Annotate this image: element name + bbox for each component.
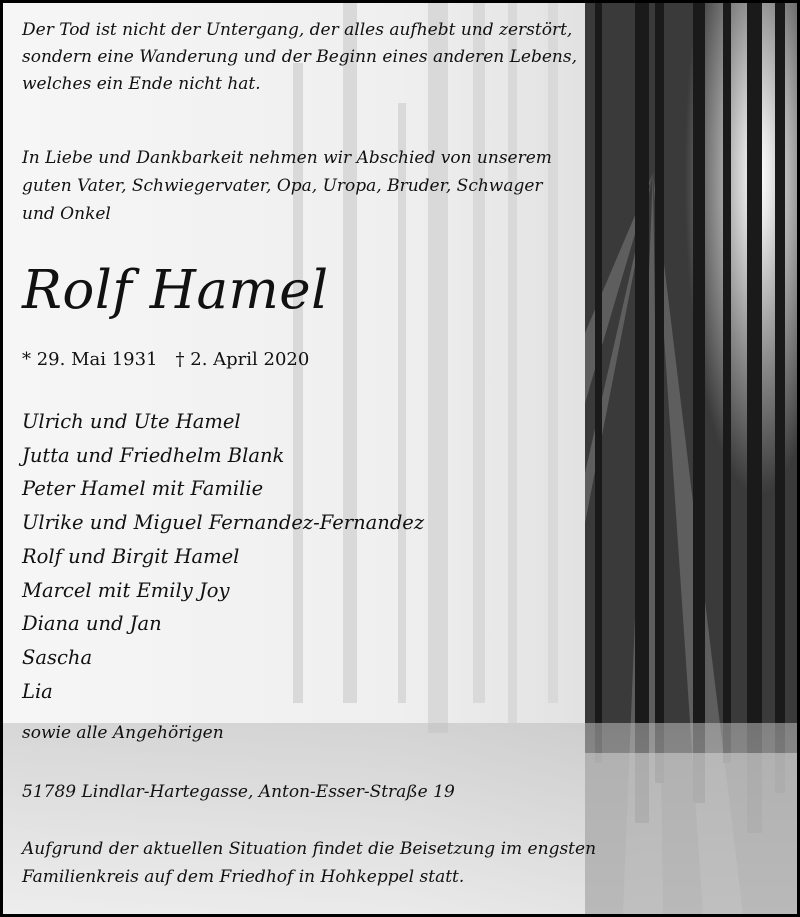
mourner-entry: Marcel mit Emily Joy <box>22 578 230 602</box>
mourner-entry: Lia <box>22 679 53 703</box>
quote-text <box>22 17 577 98</box>
note-line: Familienkreis auf dem Friedhof in Hohkeppel statt. <box>22 867 465 887</box>
address: 51789 Lindlar-Hartegasse, Anton-Esser-Straße 19 <box>22 782 455 802</box>
mourner-entry: Peter Hamel mit Familie <box>22 477 264 501</box>
quote-line: welches ein Ende nicht hat. <box>22 74 261 94</box>
mourner-entry: Diana und Jan <box>22 612 162 636</box>
deceased-name: Rolf Hamel <box>22 260 329 321</box>
mourners-list <box>22 405 424 708</box>
quote-line: sondern eine Wanderung und der Beginn eines anderen Lebens, <box>22 47 577 67</box>
note-line: Aufgrund der aktuellen Situation findet die Beisetzung im engsten <box>22 839 597 859</box>
relatives-line: sowie alle Angehörigen <box>22 723 224 743</box>
mourner-entry: Jutta und Friedhelm Blank <box>22 443 285 467</box>
quote-line: Der Tod ist nicht der Untergang, der alles aufhebt und zerstört, <box>22 20 573 40</box>
burial-note <box>22 835 596 891</box>
mourner-entry: Rolf und Birgit Hamel <box>22 544 240 568</box>
intro-line: guten Vater, Schwiegervater, Opa, Uropa, Bruder, Schwager <box>22 176 543 196</box>
death-date: † 2. April 2020 <box>175 349 310 370</box>
mourner-entry: Ulrike und Miguel Fernandez-Fernandez <box>22 511 425 535</box>
intro-line: In Liebe und Dankbarkeit nehmen wir Abschied von unserem <box>22 148 552 168</box>
intro-line: und Onkel <box>22 204 111 224</box>
mourner-entry: Sascha <box>22 645 93 669</box>
farewell-intro <box>22 144 552 228</box>
life-dates <box>22 345 309 375</box>
birth-date: * 29. Mai 1931 <box>22 349 158 370</box>
mourner-entry: Ulrich und Ute Hamel <box>22 410 241 433</box>
